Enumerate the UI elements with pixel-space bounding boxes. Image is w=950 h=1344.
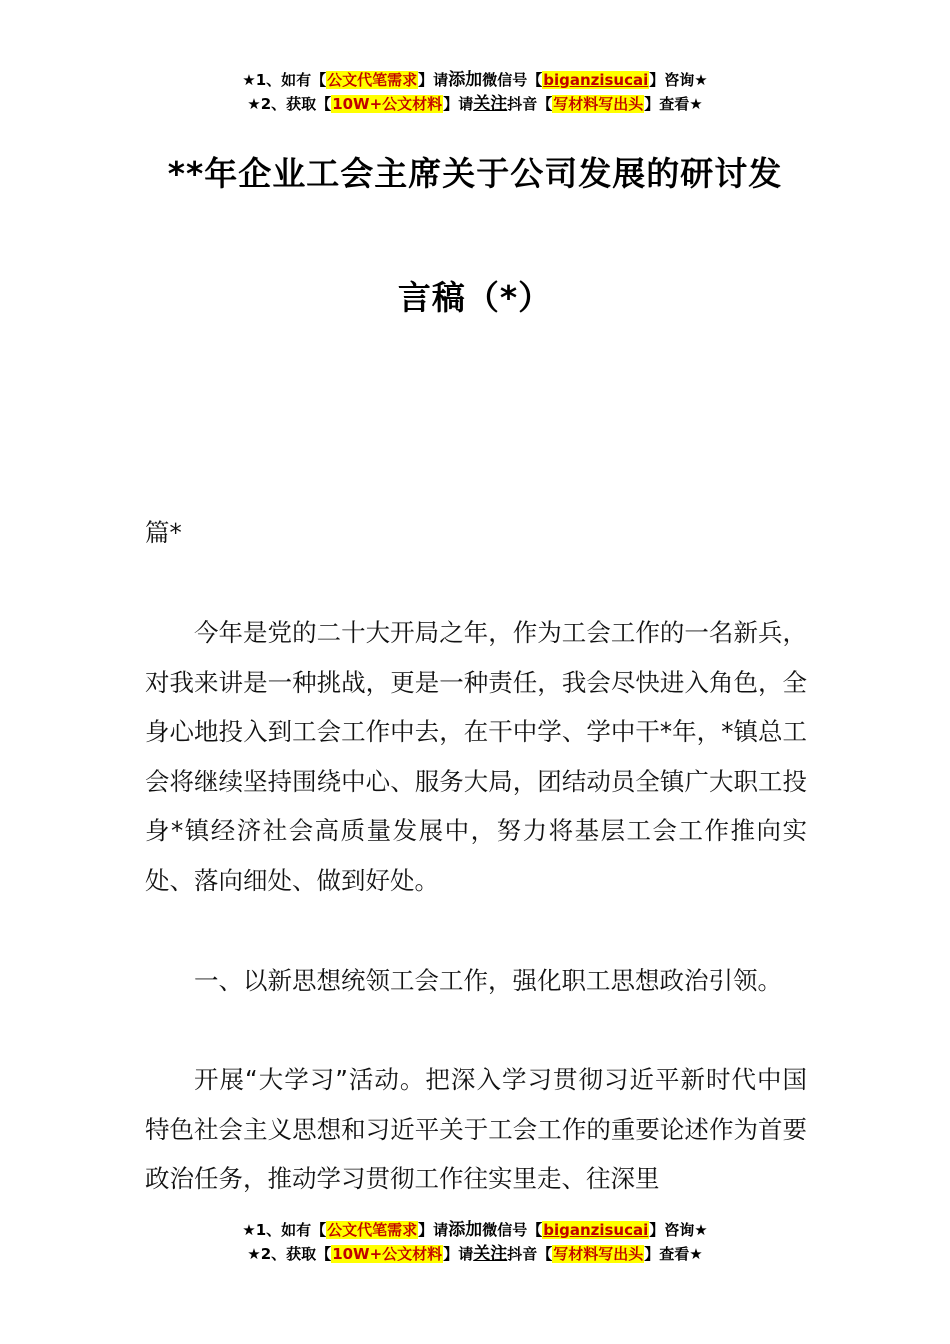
banner-text: 】查看★ <box>644 95 703 113</box>
banner-emphasis: 关注 <box>473 94 508 114</box>
document-title-line-1: **年企业工会主席关于公司发展的研讨发 <box>167 154 783 193</box>
wechat-id[interactable]: biganzisucai <box>543 71 649 89</box>
banner-emphasis: 关注 <box>473 1244 508 1264</box>
banner-text: 抖音【 <box>507 1245 553 1263</box>
banner-emphasis: 添加 <box>448 1220 483 1240</box>
document-title-line-2: 言稿（*） <box>397 278 553 317</box>
paragraph-intro <box>145 608 807 905</box>
section-label <box>145 508 807 558</box>
banner-text: 】咨询★ <box>649 71 708 89</box>
banner-text: ★1、如有【 <box>242 71 327 89</box>
banner-text: ★1、如有【 <box>242 1221 327 1239</box>
banner-text: 】咨询★ <box>649 1221 708 1239</box>
top-banner <box>0 68 950 116</box>
banner-text: 】请 <box>418 71 449 89</box>
banner-line-1 <box>0 1218 950 1242</box>
paragraph-study-text: 开展“大学习”活动。把深入学习贯彻习近平新时代中国特色社会主义思想和习近平关于工会工作的重要论述作为首要政治任务，推动学习贯彻工作往实里走、往深里 <box>145 1065 807 1193</box>
banner-line-2 <box>0 1242 950 1266</box>
banner-text: 】请 <box>443 1245 474 1263</box>
paragraph-study <box>145 1055 807 1204</box>
banner-text: 微信号【 <box>482 71 543 89</box>
section-heading-1-text: 一、以新思想统领工会工作，强化职工思想政治引领。 <box>194 966 782 995</box>
douyin-account[interactable]: 写材料写出头 <box>553 95 644 113</box>
banner-line-2 <box>0 92 950 116</box>
banner-text: ★2、获取【 <box>247 95 332 113</box>
banner-emphasis: 添加 <box>448 70 483 90</box>
banner-text: 抖音【 <box>507 95 553 113</box>
banner-text: 微信号【 <box>482 1221 543 1239</box>
section-heading-1 <box>145 956 807 1006</box>
banner-text: 】查看★ <box>644 1245 703 1263</box>
banner-line-1 <box>0 68 950 92</box>
highlight-ghostwriting: 公文代笔需求 <box>327 71 418 89</box>
banner-text: 】请 <box>443 95 474 113</box>
highlight-ghostwriting: 公文代笔需求 <box>327 1221 418 1239</box>
banner-text: 】请 <box>418 1221 449 1239</box>
section-label-text: 篇* <box>145 518 182 547</box>
paragraph-intro-text: 今年是党的二十大开局之年，作为工会工作的一名新兵，对我来讲是一种挑战，更是一种责任，我会尽快进入角色，全身心地投入到工会工作中去，在干中学、学中干*年，*镇总工会将继续坚持围绕中心、服务大局，团结动员全镇广大职工投身*镇经济社会高质量发展中，努力将基层工会工作推向实处、落向细处、做到好处。 <box>145 618 807 895</box>
highlight-materials: 10W+公文材料 <box>332 95 443 113</box>
douyin-account[interactable]: 写材料写出头 <box>553 1245 644 1263</box>
bottom-banner <box>0 1218 950 1266</box>
banner-text: ★2、获取【 <box>247 1245 332 1263</box>
highlight-materials: 10W+公文材料 <box>332 1245 443 1263</box>
wechat-id[interactable]: biganzisucai <box>543 1221 649 1239</box>
